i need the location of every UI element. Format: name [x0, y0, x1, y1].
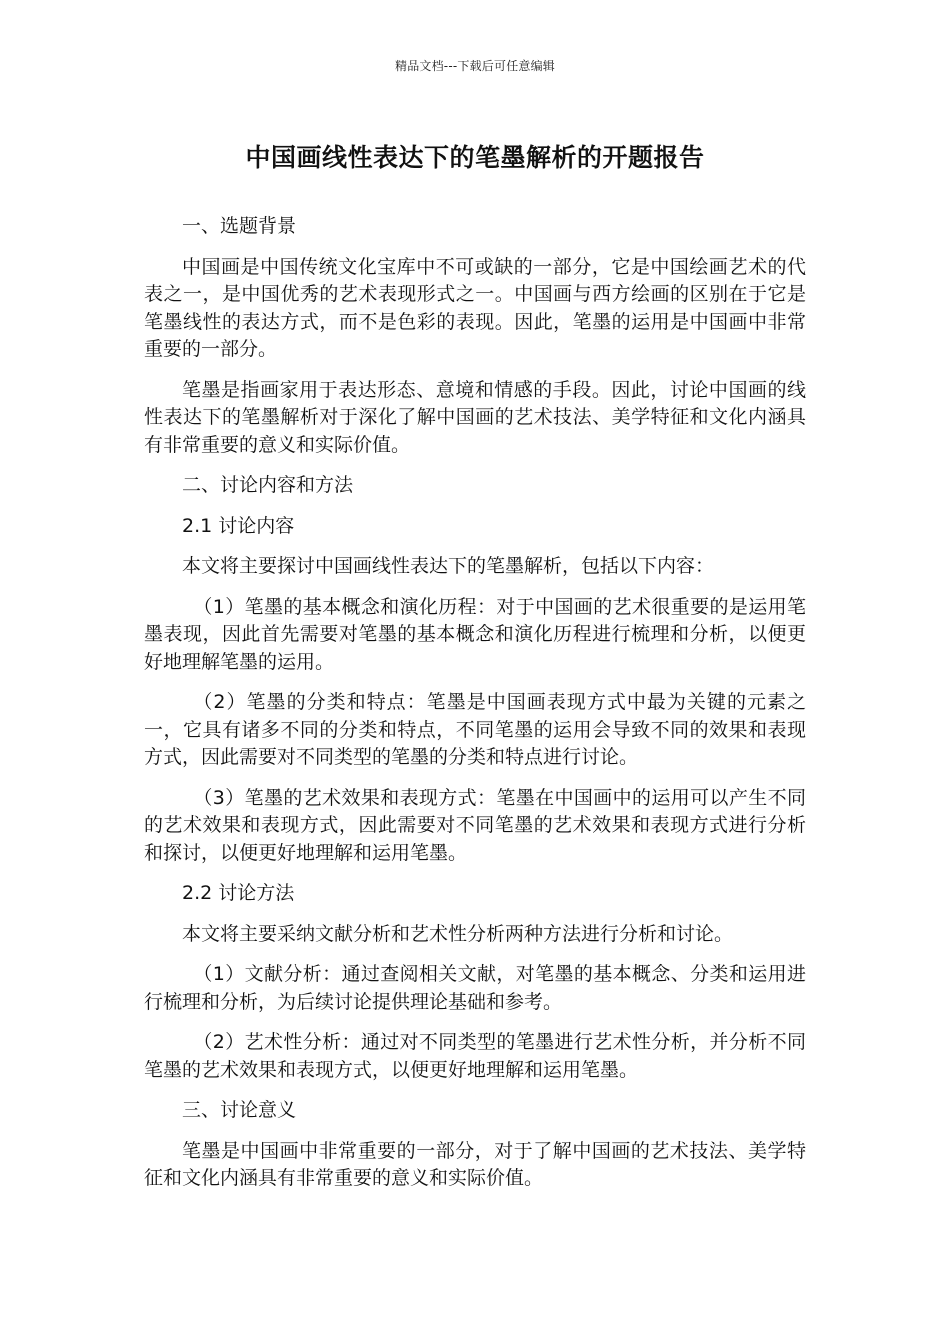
paragraph-content-intro: 本文将主要探讨中国画线性表达下的笔墨解析，包括以下内容： [182, 555, 715, 577]
list-item-content-3: （3）笔墨的艺术效果和表现方式：笔墨在中国画中的运用可以产生不同的艺术效果和表现方式，因此需要对不同笔墨的艺术效果和表现方式进行分析和探讨，以便更好地理解和运用笔墨。 [144, 786, 806, 864]
header-note: 精品文档---下载后可任意编辑 [395, 59, 555, 73]
paragraph-method-intro: 本文将主要采纳文献分析和艺术性分析两种方法进行分析和讨论。 [182, 922, 734, 945]
list-item-method-2: （2）艺术性分析：通过对不同类型的笔墨进行艺术性分析，并分析不同笔墨的艺术效果和表现方式，以便更好地理解和运用笔墨。 [144, 1031, 806, 1081]
paragraph-background-2: 笔墨是指画家用于表达形态、意境和情感的手段。因此，讨论中国画的线性表达下的笔墨解析对于深化了解中国画的艺术技法、美学特征和文化内涵具有非常重要的意义和实际价值。 [144, 378, 806, 456]
list-item-content-2: （2）笔墨的分类和特点：笔墨是中国画表现方式中最为关键的元素之一，它具有诸多不同的分类和特点，不同笔墨的运用会导致不同的效果和表现方式，因此需要对不同类型的笔墨的分类和特点进行讨论。 [144, 691, 806, 768]
paragraph-background-1: 中国画是中国传统文化宝库中不可或缺的一部分，它是中国绘画艺术的代表之一，是中国优秀的艺术表现形式之一。中国画与西方绘画的区别在于它是笔墨线性的表达方式，而不是色彩的表现。因此，笔墨的运用是中国画中非常重要的一部分。 [144, 255, 806, 360]
list-item-method-1: （1）文献分析：通过查阅相关文献，对笔墨的基本概念、分类和运用进行梳理和分析，为后续讨论提供理论基础和参考。 [144, 963, 806, 1013]
section-heading-background: 一、选题背景 [182, 215, 297, 237]
list-item-content-1: （1）笔墨的基本概念和演化历程：对于中国画的艺术很重要的是运用笔墨表现，因此首先需要对笔墨的基本概念和演化历程进行梳理和分析，以便更好地理解笔墨的运用。 [144, 595, 806, 673]
document-body [144, 213, 806, 1206]
subsection-heading-method: 2.2 讨论方法 [182, 882, 295, 904]
paragraph-significance: 笔墨是中国画中非常重要的一部分，对于了解中国画的艺术技法、美学特征和文化内涵具有非常重要的意义和实际价值。 [144, 1139, 806, 1189]
section-heading-significance: 三、讨论意义 [182, 1099, 297, 1121]
subsection-heading-content: 2.1 讨论内容 [182, 514, 295, 537]
document-title: 中国画线性表达下的笔墨解析的开题报告 [245, 143, 705, 172]
section-heading-content-method: 二、讨论内容和方法 [182, 474, 354, 496]
